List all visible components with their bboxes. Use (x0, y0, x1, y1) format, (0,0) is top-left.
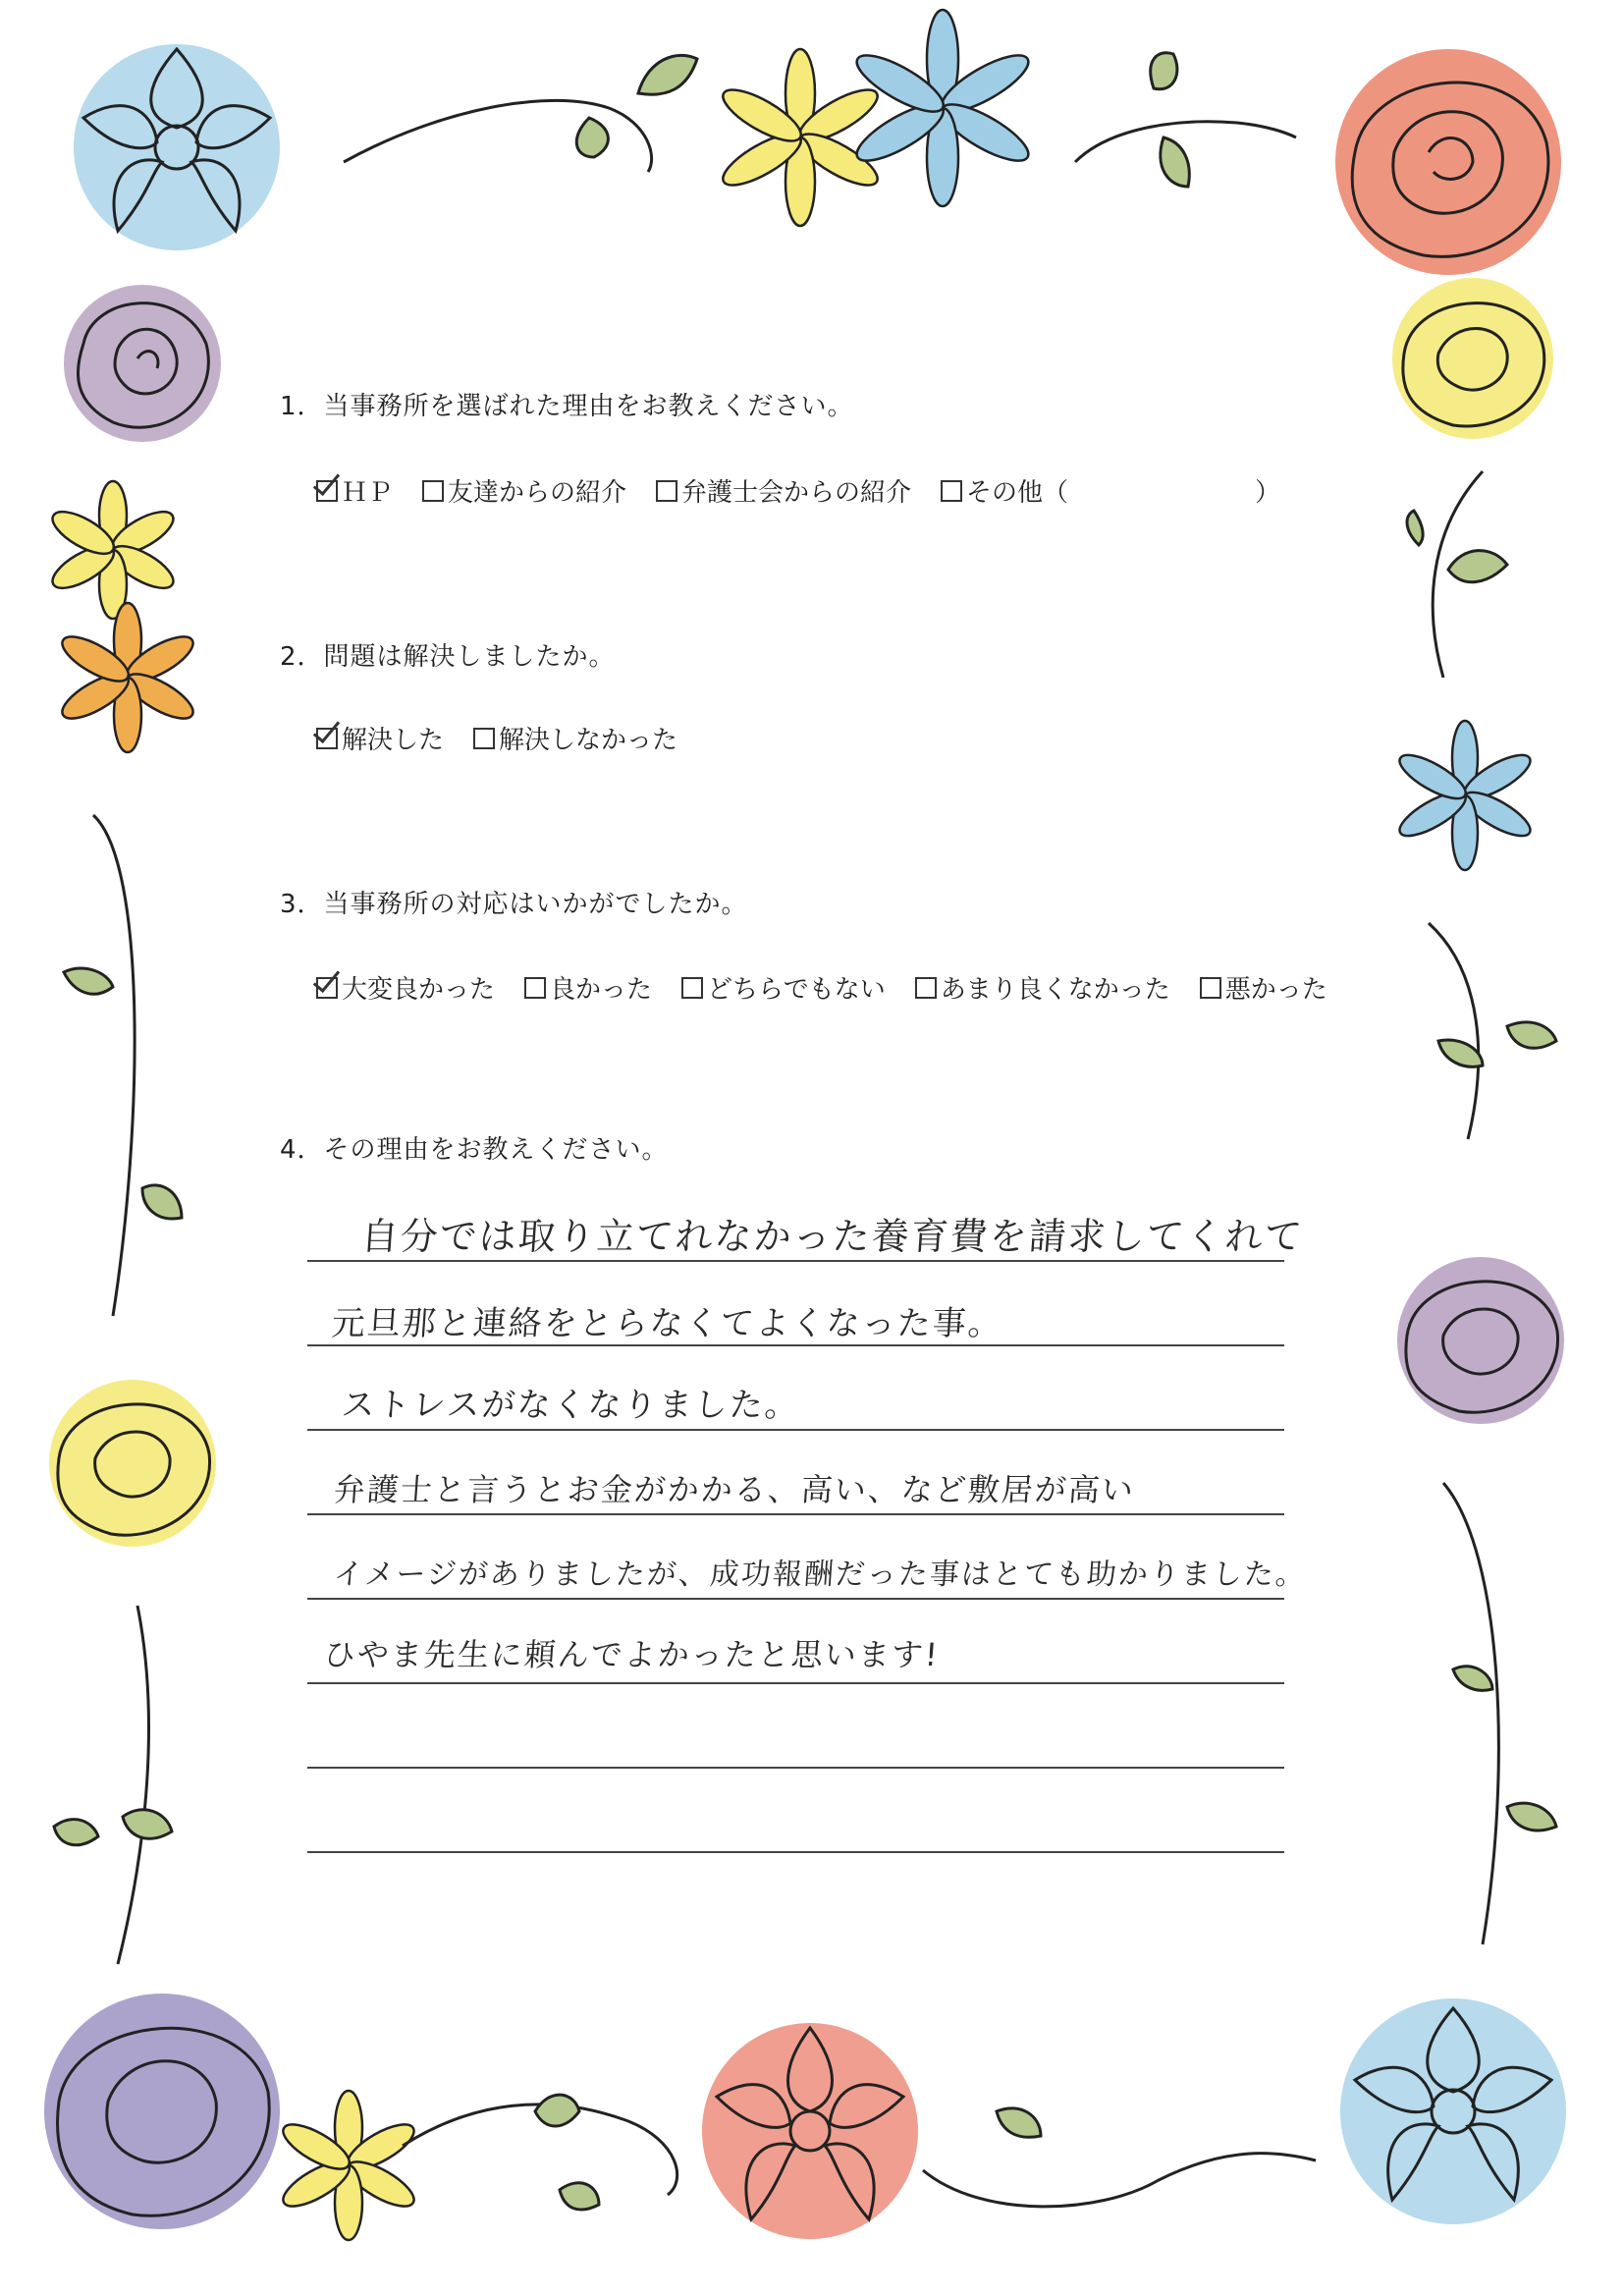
option-neutral[interactable]: どちらでもない (681, 969, 886, 1006)
yellow-daisy-icon (46, 481, 179, 619)
handwritten-line-4: 弁護士と言うとお金がかかる、高い、など敷居が高い (332, 1471, 1137, 1508)
checkbox-icon[interactable] (524, 977, 546, 999)
option-hp[interactable]: ＨＰ (316, 472, 393, 509)
left-vine-icon (64, 815, 182, 1316)
answer-line (307, 1767, 1284, 1769)
answer-line (307, 1260, 1284, 1262)
blue-flower-icon (74, 44, 280, 250)
checkbox-icon[interactable] (941, 480, 962, 502)
pink-flower-icon (702, 2023, 918, 2239)
bottom-right-vine-icon (923, 2108, 1316, 2207)
checkbox-icon[interactable] (915, 977, 937, 999)
question-1-options (316, 472, 1280, 509)
yellow-daisy-icon (717, 49, 885, 226)
answer-line (307, 1429, 1284, 1431)
right-vine-icon (1443, 1483, 1556, 1944)
option-not-very-good[interactable]: あまり良くなかった (915, 969, 1170, 1006)
checkbox-checked-icon[interactable] (316, 977, 338, 999)
blue-daisy-icon (1394, 721, 1537, 870)
handwritten-line-2: 元旦那と連絡をとらなくてよくなった事。 (330, 1304, 1005, 1343)
option-bar-association-referral[interactable]: 弁護士会からの紹介 (656, 472, 911, 509)
option-good[interactable]: 良かった (524, 969, 652, 1006)
violet-rose-icon (44, 1994, 280, 2229)
yellow-rose-icon (49, 1380, 216, 1547)
answer-line (307, 1344, 1284, 1346)
answer-line (307, 1682, 1284, 1684)
checkbox-checked-icon[interactable] (316, 480, 338, 502)
checkbox-icon[interactable] (1200, 977, 1221, 999)
checkbox-checked-icon[interactable] (316, 728, 338, 749)
option-bad[interactable]: 悪かった (1200, 969, 1327, 1006)
option-other[interactable]: その他（ ） (941, 472, 1280, 509)
left-vine-icon (54, 1606, 172, 1964)
yellow-rose-icon (1392, 278, 1553, 439)
yellow-daisy-icon (277, 2091, 420, 2240)
right-vine-icon (1429, 923, 1556, 1139)
question-1-label: 1．当事務所を選ばれた理由をお教えください。 (280, 392, 854, 421)
purple-rose-icon (64, 285, 221, 442)
bottom-vine-icon (403, 2095, 677, 2210)
handwritten-line-1: 自分では取り立てれなかった養育費を請求してくれて (359, 1215, 1306, 1258)
question-3-options (316, 969, 1327, 1006)
red-rose-icon (1335, 49, 1561, 275)
question-3-label: 3．当事務所の対応はいかがでしたか。 (280, 890, 748, 919)
top-right-vine-icon (1075, 53, 1296, 187)
checkbox-icon[interactable] (473, 728, 495, 749)
checkbox-icon[interactable] (656, 480, 677, 502)
answer-line (307, 1513, 1284, 1515)
handwritten-line-5: イメージがありましたが、成功報酬だった事はとても助かりました。 (332, 1558, 1309, 1592)
option-not-resolved[interactable]: 解決しなかった (473, 720, 677, 756)
question-2-options (316, 720, 677, 756)
answer-line (307, 1851, 1284, 1853)
orange-daisy-icon (56, 603, 199, 752)
answer-line (307, 1598, 1284, 1600)
question-4-label: 4．その理由をお教えください。 (280, 1135, 669, 1165)
option-very-good[interactable]: 大変良かった (316, 969, 495, 1006)
purple-rose-icon (1397, 1257, 1564, 1424)
right-vine-icon (1407, 471, 1507, 678)
handwritten-line-3: ストレスがなくなりました。 (340, 1386, 802, 1425)
question-2-label: 2．問題は解決しましたか。 (280, 642, 616, 672)
handwritten-line-6: ひやま先生に頼んでよかったと思います! (322, 1636, 942, 1673)
top-vine-icon (344, 55, 697, 172)
option-resolved[interactable]: 解決した (316, 720, 444, 756)
blue-flower-icon (1340, 1998, 1566, 2224)
checkbox-icon[interactable] (422, 480, 444, 502)
checkbox-icon[interactable] (681, 977, 703, 999)
option-friend-referral[interactable]: 友達からの紹介 (422, 472, 626, 509)
